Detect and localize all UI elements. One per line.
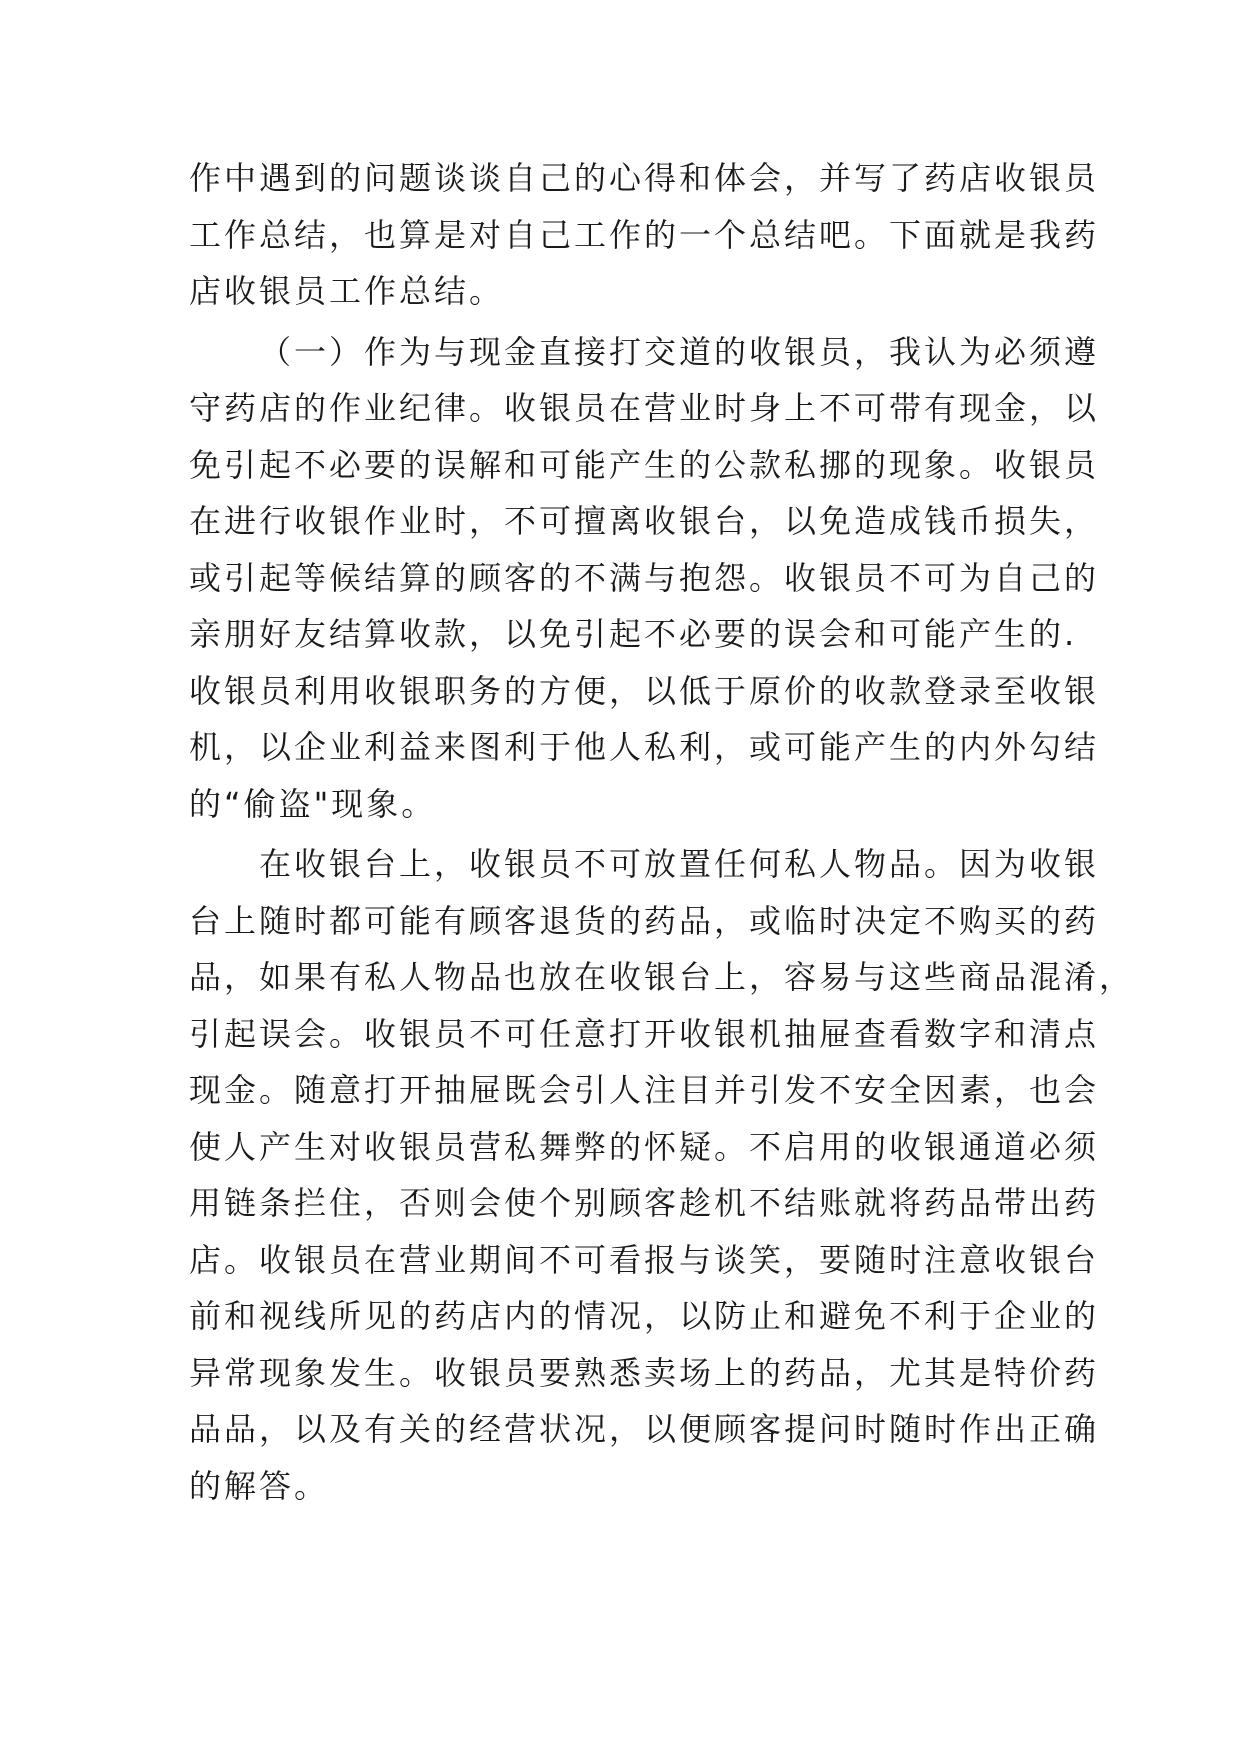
- text-line: 品品，以及有关的经营状况，以便顾客提问时随时作出正确: [189, 1410, 1100, 1448]
- text-line: 使人产生对收银员营私舞弊的怀疑。不启用的收银通道必须: [189, 1127, 1100, 1166]
- text-line: 台上随时都可能有顾客退货的药品，或临时决定不购买的药: [189, 901, 1100, 940]
- text-line: 在进行收银作业时，不可擅离收银台，以免造成钱币损失，: [189, 502, 1100, 540]
- text-line: 引起误会。收银员不可任意打开收银机抽屉查看数字和清点: [189, 1014, 1100, 1053]
- text-line: 用链条拦住，否则会使个别顾客趁机不结账就将药品带出药: [189, 1184, 1100, 1222]
- text-line: 或引起等候结算的顾客的不满与抱怨。收银员不可为自己的: [189, 558, 1100, 597]
- paragraph-2: [189, 324, 1100, 833]
- text-line: 品，如果有私人物品也放在收银台上，容易与这些商品混淆，: [189, 958, 1135, 996]
- text-line: 异常现象发生。收银员要熟悉卖场上的药品，尤其是特价药: [189, 1353, 1100, 1392]
- text-line: 收银员利用收银职务的方便，以低于原价的收款登录至收银: [189, 671, 1100, 710]
- text-line: 作中遇到的问题谈谈自己的心得和体会，并写了药店收银员: [189, 159, 1100, 197]
- text-line: 在收银台上，收银员不可放置任何私人物品。因为收银: [259, 845, 1100, 883]
- text-line: 免引起不必要的误解和可能产生的公款私挪的现象。收银员: [189, 445, 1100, 484]
- paragraph-1: [189, 150, 1100, 320]
- text-line: 店收银员工作总结。: [189, 272, 505, 310]
- text-line: 机，以企业利益来图利于他人私利，或可能产生的内外勾结: [189, 728, 1100, 766]
- text-line: 的解答。: [189, 1466, 330, 1505]
- text-line: 亲朋好友结算收款，以免引起不必要的误会和可能产生的.: [189, 615, 1078, 653]
- text-line: 的“偷盗"现象。: [189, 784, 437, 823]
- document-body: [189, 150, 1135, 1514]
- text-line: 现金。随意打开抽屉既会引人注目并引发不安全因素，也会: [189, 1071, 1100, 1109]
- text-line: （一）作为与现金直接打交道的收银员，我认为必须遵: [259, 332, 1100, 371]
- text-line: 守药店的作业纪律。收银员在营业时身上不可带有现金，以: [189, 389, 1100, 427]
- text-line: 工作总结，也算是对自己工作的一个总结吧。下面就是我药: [189, 215, 1100, 254]
- text-line: 店。收银员在营业期间不可看报与谈笑，要随时注意收银台: [189, 1240, 1100, 1279]
- paragraph-3: [189, 836, 1135, 1514]
- text-line: 前和视线所见的药店内的情况，以防止和避免不利于企业的: [189, 1297, 1100, 1335]
